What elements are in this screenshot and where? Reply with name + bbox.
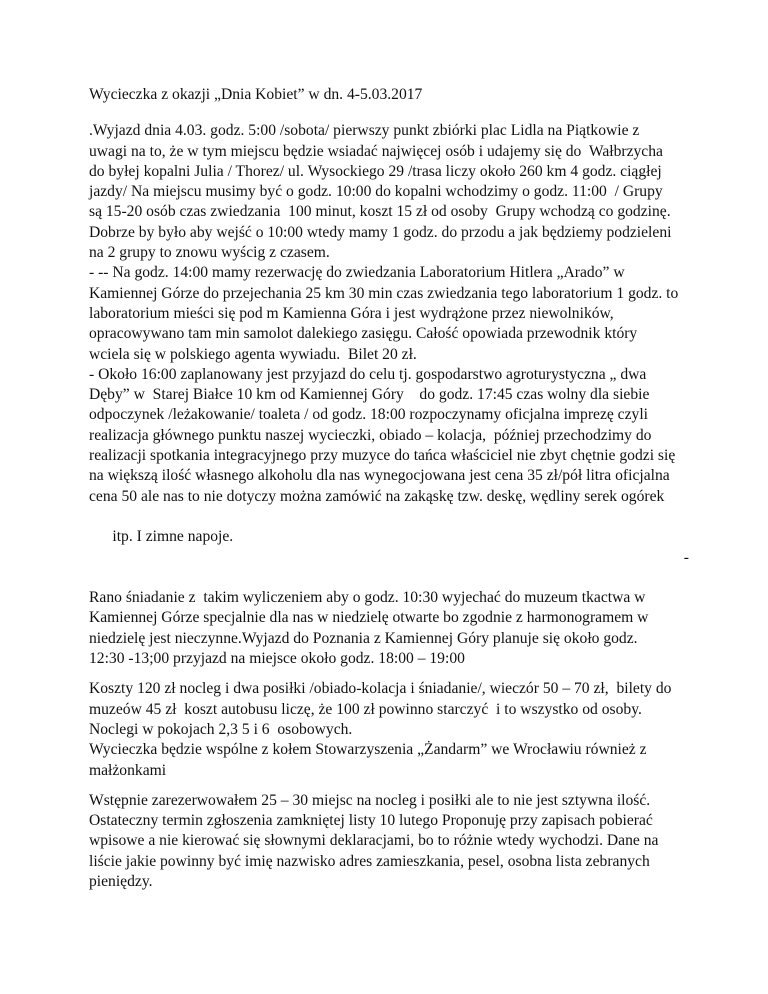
text-line-main: itp. I zimne napoje. bbox=[112, 528, 234, 546]
text-line: Wstępnie zarezerwowałem 25 – 30 miejsc na nocleg i posiłki ale to nie jest sztywna ilość. bbox=[89, 791, 651, 809]
paragraph-costs bbox=[89, 679, 689, 780]
text-line: opracowywano tam min samolot dalekiego zasięgu. Całość opowiada przewodnik który bbox=[89, 325, 638, 343]
text-line: .Wyjazd dnia 4.03. godz. 5:00 /sobota/ pierwszy punkt zbiórki plac Lidla na Piątkowie z bbox=[89, 122, 640, 140]
text-line: Wycieczka będzie wspólne z kołem Stowarzyszenia „Żandarm” we Wrocławiu również z bbox=[89, 741, 647, 759]
text-line: Kamiennej Górze specjalnie dla nas w niedzielę otwarte bo zgodnie z harmonogramem w bbox=[89, 609, 649, 627]
text-line: cena 50 ale nas to nie dotyczy można zamówić na zakąskę tzw. deskę, wędliny serek ogórek bbox=[89, 487, 665, 505]
text-line: na 2 grupy to znowu wyścig z czasem. bbox=[89, 244, 330, 262]
text-line: - Około 16:00 zaplanowany jest przyjazd do celu tj. gospodarstwo agroturystyczna „ dwa bbox=[89, 365, 647, 383]
text-line: do byłej kopalni Julia / Thorez/ ul. Wysockiego 29 /trasa liczy około 260 km 4 godz. ciągłej bbox=[89, 162, 662, 180]
text-line: muzeów 45 zł koszt autobusu liczę, że 100 zł powinno starczyć i to wszystko od osoby. bbox=[89, 700, 642, 718]
text-line: uwagi na to, że w tym miejscu będzie wsiadać najwięcej osób i udajemy się do Wałbrzycha bbox=[89, 142, 663, 160]
text-line: Ostateczny termin zgłoszenia zamkniętej listy 10 lutego Proponuję przy zapisach pobierać bbox=[89, 812, 653, 830]
text-line: Rano śniadanie z takim wyliczeniem aby o godz. 10:30 wyjechać do muzeum tkactwa w bbox=[89, 589, 646, 607]
text-line: liście jakie powinny być imię nazwisko adres zamieszkania, pesel, osobna lista zebranych bbox=[89, 852, 650, 870]
text-line: Dęby” w Starej Białce 10 km od Kamiennej Góry do godz. 17:45 czas wolny dla siebie bbox=[89, 386, 650, 404]
text-line: są 15-20 osób czas zwiedzania 100 minut, koszt 15 zł od osoby Grupy wchodzą co godzinę. bbox=[89, 203, 671, 221]
text-line: niedzielę jest nieczynne.Wyjazd do Poznania z Kamiennej Góry planuje się około godz. bbox=[89, 629, 638, 647]
text-line: odpoczynek /leżakowanie/ toaleta / od godz. 18:00 rozpoczynamy oficjalna imprezę czyli bbox=[89, 406, 648, 424]
text-line: Koszty 120 zł nocleg i dwa posiłki /obiado-kolacja i śniadanie/, wieczór 50 – 70 zł, bilety do bbox=[89, 680, 672, 698]
paragraph-itinerary bbox=[89, 121, 689, 669]
document-page bbox=[89, 85, 689, 902]
text-line: 12:30 -13;00 przyjazd na miejsce około godz. 18:00 – 19:00 bbox=[89, 650, 465, 668]
text-line: - -- Na godz. 14:00 mamy rezerwację do zwiedzania Laboratorium Hitlera „Arado” w bbox=[89, 264, 625, 282]
text-line: realizacji spotkania integracyjnego przy muzyce do tańca właściciel nie zbyt chętnie godzi się bbox=[89, 447, 676, 465]
text-line: Kamiennej Górze do przejechania 25 km 30 min czas zwiedzania tego laboratorium 1 godz. to bbox=[89, 284, 679, 302]
trailing-dash: - bbox=[683, 548, 689, 566]
text-line: jazdy/ Na miejscu musimy być o godz. 10:00 do kopalni wchodzimy o godz. 11:00 / Grupy bbox=[89, 183, 663, 201]
text-line: wciela się w polskiego agenta wywiadu. Bilet 20 zł. bbox=[89, 345, 417, 363]
text-line: na większą ilość własnego alkoholu dla nas wynegocjowana jest cena 35 zł/pół litra oficjalna bbox=[89, 467, 670, 485]
document-title: Wycieczka z okazji „Dnia Kobiet” w dn. 4-5.03.2017 bbox=[89, 86, 423, 103]
text-line: wpisowe a nie kierować się słownymi deklaracjami, bo to różnie wtedy wychodzi. Dane na bbox=[89, 832, 659, 850]
text-line: Dobrze by było aby wejść o 10:00 wtedy mamy 1 godz. do przodu a jak będziemy podzieleni bbox=[89, 223, 672, 241]
text-line: Noclegi w pokojach 2,3 5 i 6 osobowych. bbox=[89, 720, 353, 738]
text-line: laboratorium mieści się pod m Kamienna Góra i jest wydrążone przez niewolników, bbox=[89, 304, 614, 322]
text-line: realizacja głównego punktu naszej wycieczki, obiado – kolacja, później przechodzimy do bbox=[89, 426, 652, 444]
paragraph-registration bbox=[89, 791, 689, 892]
text-line bbox=[89, 507, 689, 588]
text-line: małżonkami bbox=[89, 761, 167, 779]
text-line: pieniędzy. bbox=[89, 872, 153, 890]
